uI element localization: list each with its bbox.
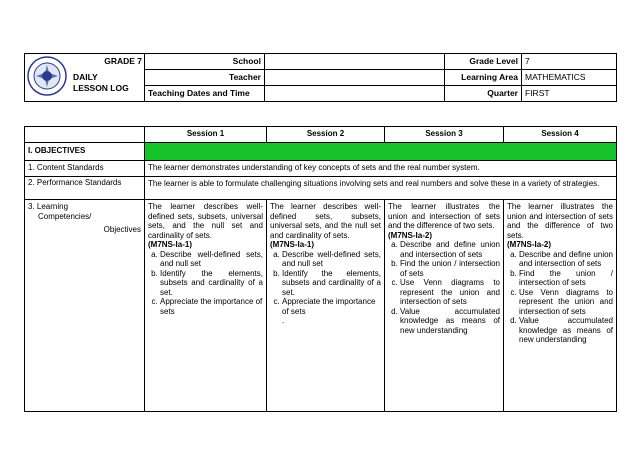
list-item: a. Describe well-defined sets, and null set (282, 250, 381, 269)
competencies-label-1: 3. Learning (28, 202, 69, 211)
lesson-table (24, 126, 617, 412)
session-2-code: (M7NS-Ia-1) (270, 240, 315, 249)
content-standards-label: 1. Content Standards (25, 161, 145, 177)
learning-area-label: Learning Area (445, 70, 522, 86)
list-item: d. Value accumulated knowledge as means of new understanding (519, 316, 613, 345)
list-item: b. Identify the elements, subsets and cardinality of a set. (282, 269, 381, 298)
dates-field[interactable] (265, 86, 445, 102)
session-3-intro: The learner illustrates the union and intersection of sets and the difference of two sets. (388, 202, 500, 230)
competencies-label-cell (25, 200, 145, 412)
competencies-label-2: Competencies/ (38, 211, 92, 221)
daily-label: DAILY (73, 72, 98, 82)
school-field[interactable] (265, 54, 445, 70)
list-item: c. Use Venn diagrams to represent the union and intersection of sets (400, 278, 500, 307)
grade-label: GRADE 7 (104, 56, 142, 66)
teacher-label: Teacher (145, 70, 265, 86)
session-1-list (148, 250, 263, 317)
quarter-label: Quarter (445, 86, 522, 102)
session-1-header: Session 1 (145, 127, 267, 143)
session-3-list (388, 240, 500, 335)
grade-level-label: Grade Level (445, 54, 522, 70)
content-standards-text: The learner demonstrates understanding of key concepts of sets and the real number system. (145, 161, 617, 177)
session-3-objectives (385, 200, 504, 412)
session-2-intro: The learner describes well-defined sets, subsets, universal sets, and the null set and cardinality of sets. (270, 202, 381, 240)
teacher-field[interactable] (265, 70, 445, 86)
performance-standards-label: 2. Performance Standards (25, 177, 145, 200)
session-2-list (270, 250, 381, 317)
list-item: b. Identify the elements, subsets and cardinality of a set. (160, 269, 263, 298)
quarter-value: FIRST (522, 86, 617, 102)
session-1-intro: The learner describes well-defined sets, subsets, universal sets, and the null set and cardinality of sets. (148, 202, 263, 240)
list-item: c. Appreciate the importance of sets (282, 297, 381, 316)
session-1-objectives (145, 200, 267, 412)
learning-area-value: MATHEMATICS (522, 70, 617, 86)
corner-cell (25, 127, 145, 143)
session-3-header: Session 3 (385, 127, 504, 143)
session-2-objectives (267, 200, 385, 412)
list-item: c. Use Venn diagrams to represent the union and intersection of sets (519, 288, 613, 317)
list-item: d. Value accumulated knowledge as means of new understanding (400, 307, 500, 336)
school-label: School (145, 54, 265, 70)
objectives-heading: I. OBJECTIVES (25, 143, 145, 161)
session-2-header: Session 2 (267, 127, 385, 143)
session-2-trailing: . (282, 316, 285, 325)
session-3-code: (M7NS-Ia-2) (388, 230, 433, 240)
grade-level-value: 7 (522, 54, 617, 70)
list-item: c. Appreciate the importance of sets (160, 297, 263, 316)
session-4-list (507, 250, 613, 345)
list-item: a. Describe well-defined sets, and null set (160, 250, 263, 269)
list-item: a. Describe and define union and intersection of sets (400, 240, 500, 259)
lesson-log-label: LESSON LOG (73, 83, 129, 93)
performance-standards-text: The learner is able to formulate challenging situations involving sets and real numbers and solve these in a variety of strategies. (145, 177, 617, 200)
session-4-code: (M7NS-Ia-2) (507, 240, 552, 249)
list-item: b. Find the union / intersection of sets (400, 259, 500, 278)
header-table (24, 53, 617, 102)
session-4-objectives (504, 200, 617, 412)
session-4-intro: The learner illustrates the union and intersection of sets and the difference of two sets. (507, 202, 613, 240)
list-item: b. Find the union / intersection of sets (519, 269, 613, 288)
dates-label: Teaching Dates and Time (145, 86, 265, 102)
competencies-label-3: Objectives (103, 225, 141, 234)
session-1-code: (M7NS-Ia-1) (148, 240, 193, 249)
session-4-header: Session 4 (504, 127, 617, 143)
objectives-bar (145, 143, 617, 161)
list-item: a. Describe and define union and intersection of sets (519, 250, 613, 269)
title-cell (25, 54, 145, 102)
deped-seal-icon (27, 56, 67, 96)
